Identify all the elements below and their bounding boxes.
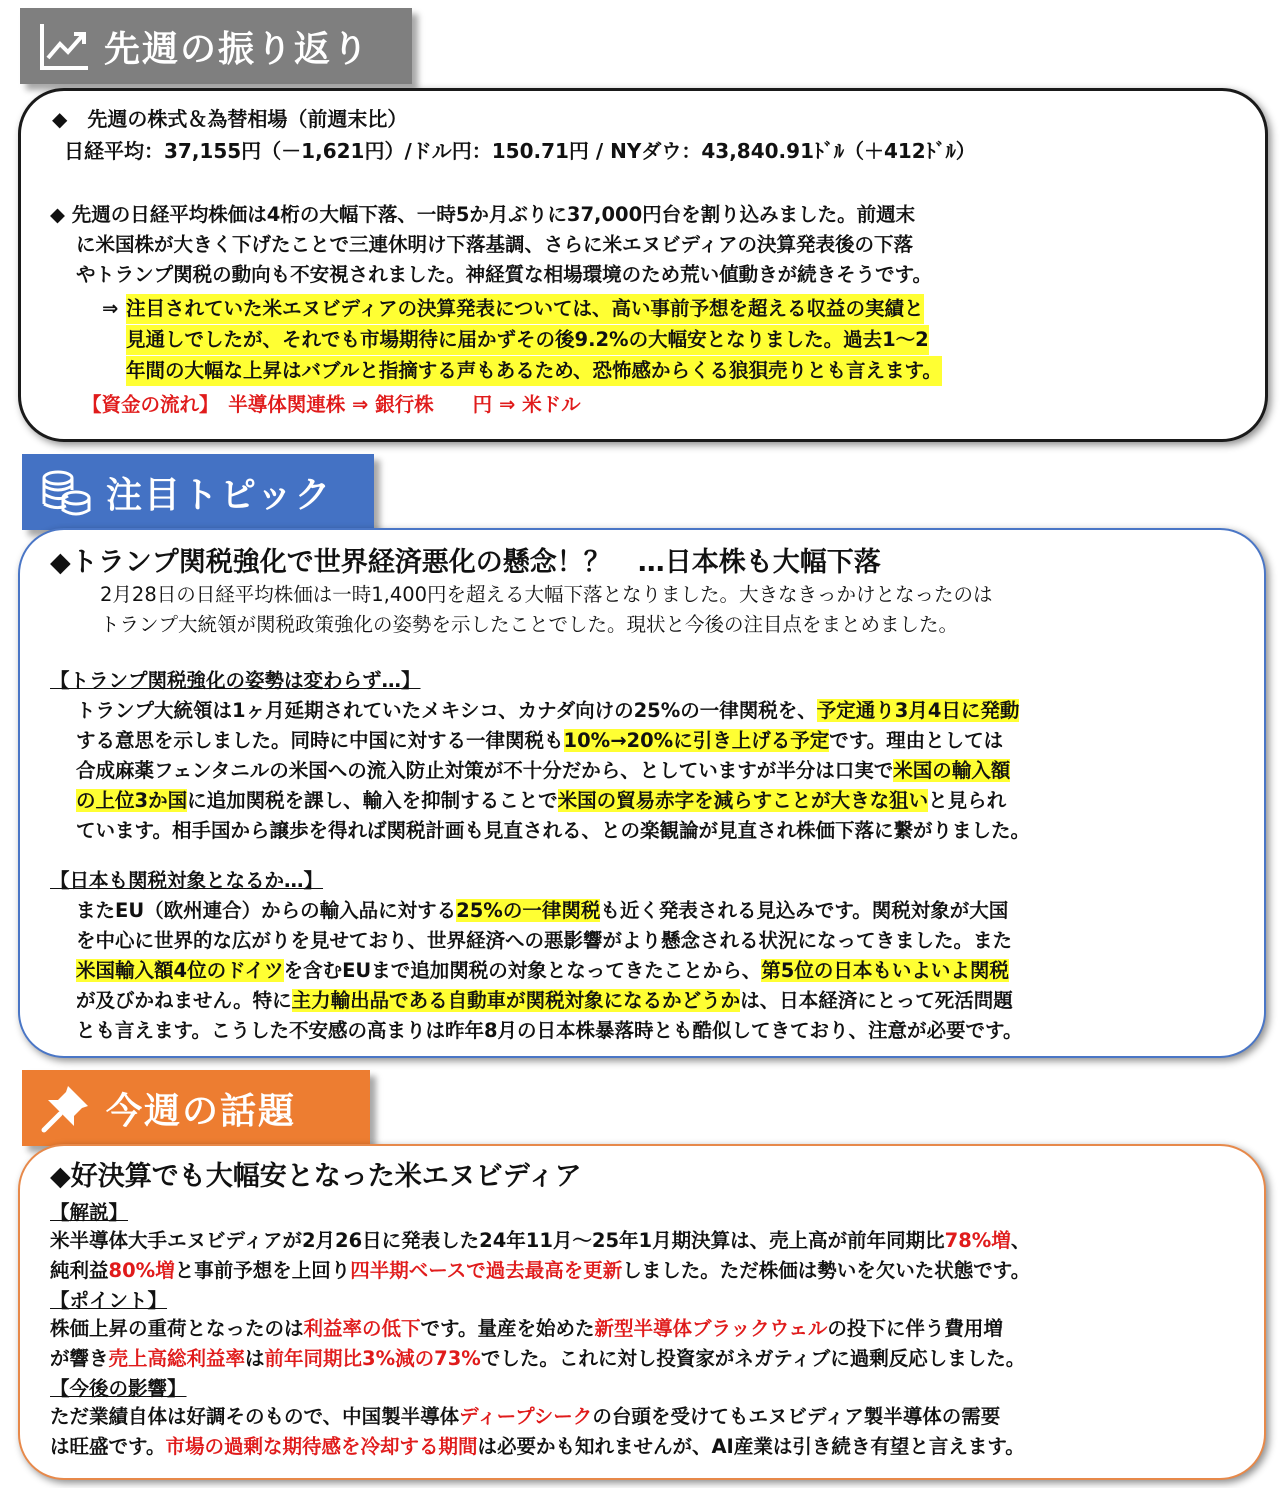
- highlight-mar4: 予定通り3月4日に発動: [816, 699, 1020, 722]
- market-heading: ◆ 先週の株式＆為替相場（前週末比）: [52, 107, 408, 131]
- highlight-top3: の上位3か国: [76, 789, 188, 812]
- highlight-germany: 米国輸入額4位のドイツ: [76, 959, 284, 982]
- topic3-e1-line-2: 純利益80%増と事前予想を上回り四半期ベースで過去最高を更新しました。ただ株価は勢いを欠いた状態です。: [50, 1259, 1031, 1282]
- section2-tab: [22, 454, 374, 530]
- topic-p1-line-2: する意思を示しました。同時に中国に対する一律関税も10%→20%に引き上げる予定です。理由としては: [76, 729, 1004, 752]
- coins-icon: [36, 462, 96, 522]
- topic3-e3-line-2: は旺盛です。市場の過剰な期待感を冷却する期間は必要かも知れませんが、AI産業は引き続き有望と言えます。: [50, 1435, 1025, 1458]
- nvidia-highlight-3: 年間の大幅な上昇はバブルと指摘する声もあるため、恐怖感からくる狼狽売りとも言えます。: [126, 356, 942, 386]
- red-margin: 利益率の低下: [303, 1317, 421, 1340]
- topic-p2-line-4: が及びかねません。特に主力輸出品である自動車が関税対象になるかどうかは、日本経済にとって死活問題: [76, 989, 1013, 1012]
- red-record: 四半期ベースで過去最高を更新: [350, 1259, 623, 1282]
- topic-subheading-2: 【日本も関税対象となるか…】: [50, 869, 324, 892]
- topic-p1-line-1: トランプ大統領は1ヶ月延期されていたメキシコ、カナダ向けの25%の一律関税を、予定通り3月4日に発動: [76, 699, 1020, 722]
- red-blackwell: 新型半導体ブラックウェル: [594, 1317, 828, 1340]
- market-line: 日経平均：37,155円（－1,621円）/ドル円：150.71円 / NYダウ：43,840.91ﾄﾞﾙ（＋412ﾄﾞﾙ）: [64, 139, 976, 163]
- highlight-japan: 第5位の日本もいよいよ関税: [761, 959, 1009, 982]
- nvidia-highlight-2: 見通しでしたが、それでも市場期待に届かずその後9.2%の大幅安となりました。過去1～2: [126, 325, 929, 355]
- topic3-e2-line-1: 株価上昇の重荷となったのは利益率の低下です。量産を始めた新型半導体ブラックウェルの投下に伴う費用増: [50, 1317, 1003, 1340]
- topic-intro-1: 2月28日の日経平均株価は一時1,400円を超える大幅下落となりました。大きなきっかけとなったのは: [100, 583, 993, 606]
- label-point: 【ポイント】: [50, 1289, 168, 1312]
- section2-title: 注目トピック: [106, 474, 333, 516]
- topic-p2-line-3: 米国輸入額4位のドイツを含むEUまで追加関税の対象となってきたことから、第5位の日本もいよいよ関税: [76, 959, 1009, 982]
- red-cooling: 市場の過剰な期待感を冷却する期間: [165, 1435, 478, 1458]
- pin-icon: [36, 1078, 96, 1138]
- review-line-3: やトランプ関税の動向も不安視されました。神経質な相場環境のため荒い値動きが続きそうです。: [76, 263, 933, 286]
- section1-title: 先週の振り返り: [104, 28, 371, 70]
- red-73pct: 前年同期比3%減の73%: [264, 1347, 481, 1370]
- review-line-2: に米国株が大きく下げたことで三連休明け下落基調、さらに米エヌビディアの決算発表後の下落: [76, 233, 913, 256]
- topic-subheading-1: 【トランプ関税強化の姿勢は変わらず…】: [50, 669, 421, 692]
- topic-intro-2: トランプ大統領が関税政策強化の姿勢を示したことでした。現状と今後の注目点をまとめました。: [100, 613, 959, 636]
- red-78pct: 78%増: [944, 1229, 1011, 1252]
- topic-p2-line-5: とも言えます。こうした不安感の高まりは昨年8月の日本株暴落時とも酷似してきており、注意が必要です。: [76, 1019, 1023, 1042]
- topic3-e1-line-1: 米半導体大手エヌビディアが2月26日に発表した24年11月～25年1月期決算は、売上高が前年同期比78%増、: [50, 1229, 1031, 1252]
- section3-title: 今週の話題: [106, 1090, 297, 1132]
- review-line-1: ◆ 先週の日経平均株価は4桁の大幅下落、一時5か月ぶりに37,000円台を割り込みました。前週末: [50, 203, 916, 226]
- highlight-import: 米国の輸入額: [893, 759, 1011, 782]
- topic-p2-line-1: またEU（欧州連合）からの輸入品に対する25%の一律関税も近く発表される見込みです。関税対象が大国: [76, 899, 1009, 922]
- red-deepseek: ディープシーク: [459, 1405, 593, 1428]
- topic-headline: ◆トランプ関税強化で世界経済悪化の懸念！？ …日本株も大幅下落: [50, 547, 881, 578]
- topic3-e2-line-2: が響き売上高総利益率は前年同期比3%減の73%でした。これに対し投資家がネガティブに過剰反応しました。: [50, 1347, 1026, 1370]
- arrow-mark: ⇒: [102, 297, 119, 320]
- topic3-e3-line-1: ただ業績自体は好調そのもので、中国製半導体ディープシークの台頭を受けてもエヌビディア製半導体の需要: [50, 1405, 1001, 1428]
- section3-tab: [22, 1070, 370, 1146]
- highlight-autos: 主力輸出品である自動車が関税対象になるかどうか: [291, 989, 741, 1012]
- money-flow: 【資金の流れ】 半導体関連株 ⇒ 銀行株 円 ⇒ 米ドル: [82, 393, 581, 416]
- section1-tab: [20, 8, 412, 84]
- topic-p1-line-4: の上位3か国に追加関税を課し、輸入を抑制することで米国の貿易赤字を減らすことが大きな狙いと見られ: [76, 789, 1007, 812]
- topic-p1-line-3: 合成麻薬フェンタニルの米国への流入防止対策が不十分だから、としていますが半分は口実で米国の輸入額: [76, 759, 1011, 782]
- nvidia-highlight-1: 注目されていた米エヌビディアの決算発表については、高い事前予想を超える収益の実績と: [126, 294, 924, 324]
- highlight-china: 10%→20%に引き上げる予定: [563, 729, 830, 752]
- label-impact: 【今後の影響】: [50, 1377, 187, 1400]
- chart-icon: [34, 16, 94, 76]
- red-80pct: 80%増: [108, 1259, 175, 1282]
- highlight-deficit: 米国の貿易赤字を減らすことが大きな狙い: [557, 789, 929, 812]
- label-explanation: 【解説】: [50, 1201, 129, 1224]
- red-gross-margin: 売上高総利益率: [108, 1347, 246, 1370]
- topic3-headline: ◆好決算でも大幅安となった米エヌビディア: [50, 1161, 582, 1192]
- highlight-eu-tariff: 25%の一律関税: [456, 899, 601, 922]
- topic-p1-line-5: ています。相手国から譲歩を得れば関税計画も見直される、との楽観論が見直され株価下落に繋がりました。: [76, 819, 1030, 842]
- topic-p2-line-2: を中心に世界的な広がりを見せており、世界経済への悪影響がより懸念される状況になってきました。また: [76, 929, 1013, 952]
